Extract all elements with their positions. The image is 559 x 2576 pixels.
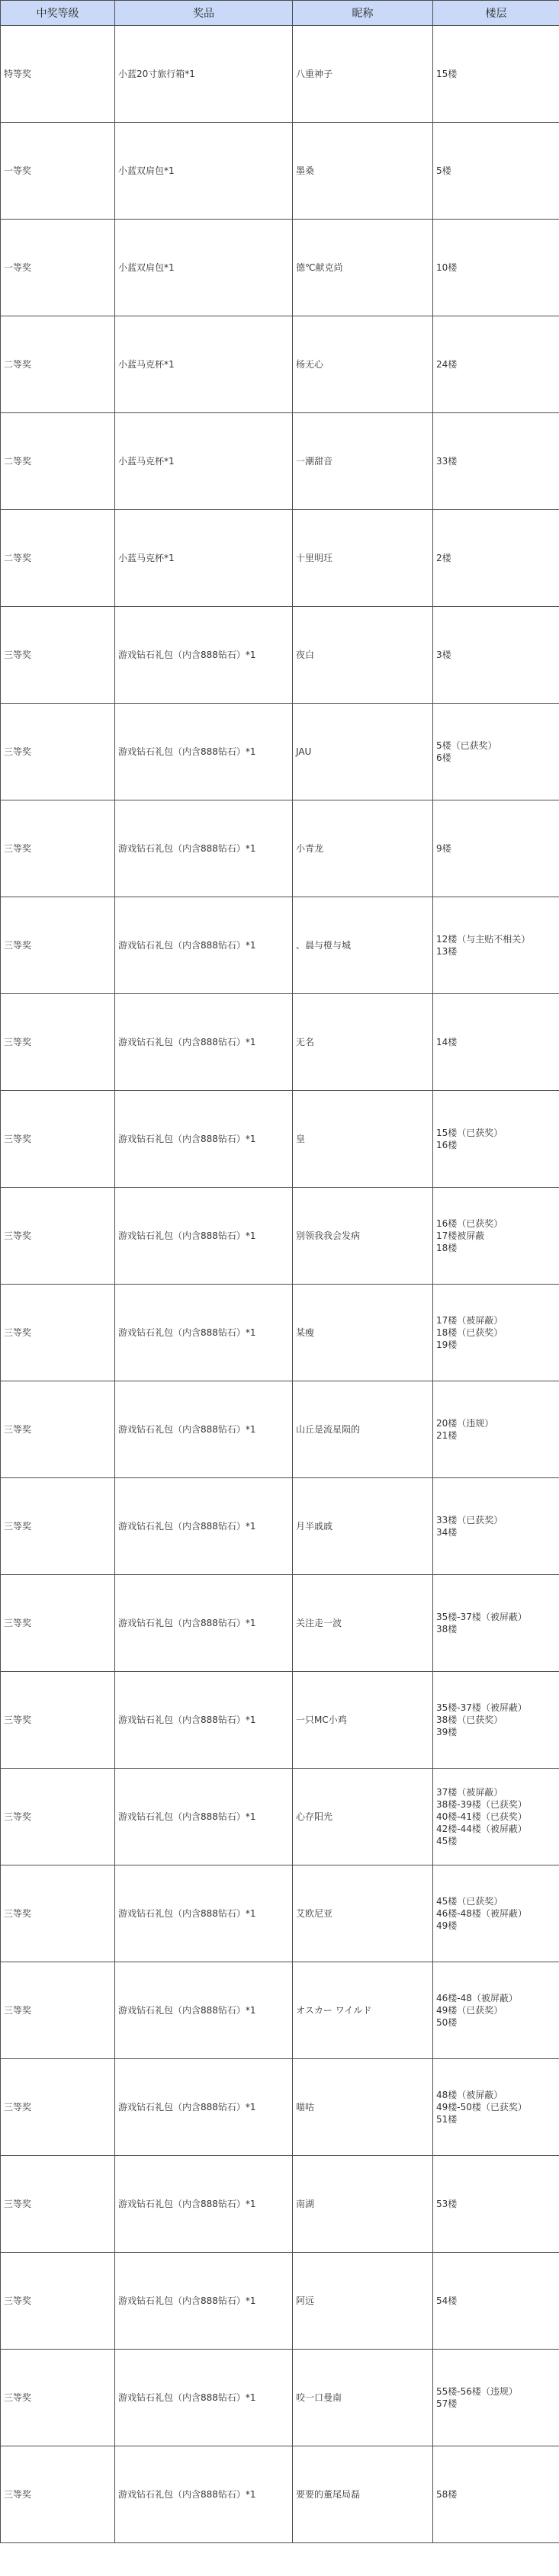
floor-line: 9楼 — [436, 843, 451, 854]
floor-cell — [433, 1962, 559, 2059]
floor-line: 37楼（被屏蔽） — [436, 1787, 503, 1798]
prize-cell: 游戏钻石礼包（内含888钻石）*1 — [115, 897, 293, 994]
nickname-cell: 要要的董尾局磊 — [293, 2446, 433, 2543]
floor-line: 6楼 — [436, 752, 451, 763]
floor-line: 2楼 — [436, 553, 451, 563]
nickname-cell: 一潮甜音 — [293, 413, 433, 510]
floor-line: 38楼 — [436, 1624, 458, 1634]
prize-level-cell: 三等奖 — [1, 1381, 115, 1478]
floor-cell — [433, 220, 559, 316]
floor-cell — [433, 1091, 559, 1188]
nickname-cell: 山丘是流星陨的 — [293, 1381, 433, 1478]
nickname-cell: 阿远 — [293, 2253, 433, 2350]
prize-cell: 游戏钻石礼包（内含888钻石）*1 — [115, 800, 293, 897]
floor-line: 34楼 — [436, 1527, 458, 1538]
prize-level-cell: 三等奖 — [1, 1091, 115, 1188]
floor-line: 45楼 — [436, 1836, 458, 1846]
prize-level-cell: 特等奖 — [1, 26, 115, 123]
table-row — [1, 897, 559, 994]
prize-level-cell: 三等奖 — [1, 2253, 115, 2350]
nickname-cell: 某瘦 — [293, 1285, 433, 1381]
nickname-cell: JAU — [293, 704, 433, 800]
floor-line: 54楼 — [436, 2295, 458, 2306]
floor-cell — [433, 26, 559, 123]
nickname-cell: 墨桑 — [293, 123, 433, 220]
table-row — [1, 220, 559, 316]
floor-cell — [433, 1478, 559, 1575]
header-row — [1, 1, 559, 26]
nickname-cell: 艾欧尼亚 — [293, 1865, 433, 1962]
prize-cell: 游戏钻石礼包（内含888钻石）*1 — [115, 704, 293, 800]
table-row — [1, 994, 559, 1091]
floor-cell — [433, 316, 559, 413]
nickname-cell: 心存阳光 — [293, 1769, 433, 1865]
floor-line: 48楼（被屏蔽） — [436, 2090, 503, 2100]
floor-cell — [433, 123, 559, 220]
prize-level-cell: 二等奖 — [1, 413, 115, 510]
prize-level-cell: 三等奖 — [1, 2350, 115, 2446]
nickname-cell: 一只MC小鸡 — [293, 1672, 433, 1769]
nickname-cell: 关注走一波 — [293, 1575, 433, 1672]
table-row — [1, 2446, 559, 2543]
floor-cell — [433, 413, 559, 510]
table-row — [1, 123, 559, 220]
nickname-cell: 月半戚戚 — [293, 1478, 433, 1575]
floor-cell — [433, 897, 559, 994]
table-row — [1, 1091, 559, 1188]
prize-cell: 小蓝双肩包*1 — [115, 220, 293, 316]
prize-cell: 游戏钻石礼包（内含888钻石）*1 — [115, 1672, 293, 1769]
floor-line: 35楼-37楼（被屏蔽） — [436, 1612, 527, 1622]
floor-cell — [433, 1285, 559, 1381]
prize-level-cell: 三等奖 — [1, 607, 115, 704]
nickname-cell: オスカー ワイルド — [293, 1962, 433, 2059]
floor-cell — [433, 607, 559, 704]
prize-level-cell: 三等奖 — [1, 2446, 115, 2543]
prize-cell: 游戏钻石礼包（内含888钻石）*1 — [115, 1865, 293, 1962]
floor-line: 49楼-50楼（已获奖） — [436, 2102, 527, 2112]
nickname-cell: 喵咕 — [293, 2059, 433, 2156]
floor-line: 18楼（已获奖） — [436, 1327, 503, 1338]
floor-line: 55楼-56楼（违规） — [436, 2386, 518, 2397]
header-floor: 楼层 — [433, 1, 559, 26]
floor-cell — [433, 1381, 559, 1478]
prize-level-cell: 二等奖 — [1, 316, 115, 413]
prize-level-cell: 一等奖 — [1, 123, 115, 220]
table-row — [1, 413, 559, 510]
floor-line: 49楼 — [436, 1920, 458, 1931]
header-level: 中奖等级 — [1, 1, 115, 26]
prize-level-cell: 三等奖 — [1, 2156, 115, 2253]
floor-cell — [433, 2253, 559, 2350]
prize-cell: 游戏钻石礼包（内含888钻石）*1 — [115, 1188, 293, 1285]
table-row — [1, 510, 559, 607]
nickname-cell: 咬一口曼南 — [293, 2350, 433, 2446]
table-row — [1, 1381, 559, 1478]
table-row — [1, 704, 559, 800]
floor-line: 15楼 — [436, 69, 458, 79]
floor-line: 35楼-37楼（被屏蔽） — [436, 1702, 527, 1713]
nickname-cell: 夜白 — [293, 607, 433, 704]
floor-cell — [433, 2446, 559, 2543]
floor-line: 46楼-48（被屏蔽） — [436, 1993, 518, 2003]
floor-cell — [433, 2059, 559, 2156]
prize-level-cell: 三等奖 — [1, 1865, 115, 1962]
prize-level-cell: 三等奖 — [1, 1188, 115, 1285]
floor-line: 45楼（已获奖） — [436, 1896, 503, 1907]
floor-line: 17楼被屏蔽 — [436, 1230, 485, 1241]
table-row — [1, 1188, 559, 1285]
table-row — [1, 1865, 559, 1962]
floor-line: 15楼（已获奖） — [436, 1128, 503, 1138]
table-row — [1, 1769, 559, 1865]
prize-cell: 小蓝20寸旅行箱*1 — [115, 26, 293, 123]
prize-level-cell: 三等奖 — [1, 1285, 115, 1381]
floor-cell — [433, 800, 559, 897]
table-row — [1, 800, 559, 897]
prize-cell: 小蓝马克杯*1 — [115, 510, 293, 607]
floor-line: 18楼 — [436, 1243, 458, 1253]
prize-cell: 游戏钻石礼包（内含888钻石）*1 — [115, 1575, 293, 1672]
floor-line: 16楼 — [436, 1140, 458, 1150]
floor-line: 5楼（已获奖） — [436, 740, 497, 751]
floor-line: 53楼 — [436, 2199, 458, 2209]
floor-line: 33楼（已获奖） — [436, 1515, 503, 1525]
table-body — [1, 26, 559, 2543]
nickname-cell: 皇 — [293, 1091, 433, 1188]
floor-line: 50楼 — [436, 2017, 458, 2028]
prize-level-cell: 三等奖 — [1, 1575, 115, 1672]
nickname-cell: 小青龙 — [293, 800, 433, 897]
nickname-cell: 杨无心 — [293, 316, 433, 413]
table-row — [1, 607, 559, 704]
floor-line: 21楼 — [436, 1430, 458, 1441]
floor-line: 57楼 — [436, 2398, 458, 2409]
floor-line: 20楼（违规） — [436, 1418, 494, 1429]
nickname-cell: 八重神子 — [293, 26, 433, 123]
prize-level-cell: 三等奖 — [1, 1672, 115, 1769]
floor-line: 24楼 — [436, 359, 458, 370]
table-row — [1, 1962, 559, 2059]
floor-line: 19楼 — [436, 1339, 458, 1350]
floor-line: 40楼-41楼（已获奖） — [436, 1811, 527, 1822]
prize-level-cell: 三等奖 — [1, 704, 115, 800]
floor-cell — [433, 2350, 559, 2446]
floor-cell — [433, 1575, 559, 1672]
floor-cell — [433, 994, 559, 1091]
table-row — [1, 26, 559, 123]
floor-line: 39楼 — [436, 1727, 458, 1737]
floor-line: 42楼-44楼（被屏蔽） — [436, 1824, 527, 1834]
nickname-cell: 、晨与橙与城 — [293, 897, 433, 994]
header-nickname: 昵称 — [293, 1, 433, 26]
prize-cell: 游戏钻石礼包（内含888钻石）*1 — [115, 1285, 293, 1381]
nickname-cell: 南湖 — [293, 2156, 433, 2253]
table-row — [1, 2059, 559, 2156]
floor-cell — [433, 1188, 559, 1285]
floor-line: 51楼 — [436, 2114, 458, 2125]
prize-cell: 游戏钻石礼包（内含888钻石）*1 — [115, 2059, 293, 2156]
prize-cell: 小蓝马克杯*1 — [115, 413, 293, 510]
floor-cell — [433, 704, 559, 800]
prize-cell: 小蓝双肩包*1 — [115, 123, 293, 220]
prize-level-cell: 三等奖 — [1, 2059, 115, 2156]
floor-line: 33楼 — [436, 456, 458, 467]
table-row — [1, 1478, 559, 1575]
floor-line: 16楼（已获奖） — [436, 1218, 503, 1229]
floor-line: 3楼 — [436, 650, 451, 660]
floor-cell — [433, 1865, 559, 1962]
table-row — [1, 2156, 559, 2253]
prize-cell: 游戏钻石礼包（内含888钻石）*1 — [115, 1091, 293, 1188]
nickname-cell: 别领我我会发病 — [293, 1188, 433, 1285]
floor-cell — [433, 1769, 559, 1865]
prize-level-cell: 三等奖 — [1, 1769, 115, 1865]
floor-line: 12楼（与主贴不相关） — [436, 934, 531, 945]
floor-cell — [433, 1672, 559, 1769]
prize-cell: 游戏钻石礼包（内含888钻石）*1 — [115, 994, 293, 1091]
floor-line: 38楼-39楼（已获奖） — [436, 1799, 527, 1810]
floor-cell — [433, 2156, 559, 2253]
floor-line: 10楼 — [436, 262, 458, 273]
table-row — [1, 1672, 559, 1769]
floor-line: 14楼 — [436, 1037, 458, 1047]
nickname-cell: 德℃献克尚 — [293, 220, 433, 316]
prize-cell: 游戏钻石礼包（内含888钻石）*1 — [115, 2350, 293, 2446]
prize-level-cell: 二等奖 — [1, 510, 115, 607]
floor-line: 49楼（已获奖） — [436, 2005, 503, 2016]
floor-line: 17楼（被屏蔽） — [436, 1315, 503, 1326]
floor-line: 58楼 — [436, 2489, 458, 2500]
table-row — [1, 1575, 559, 1672]
floor-line: 38楼（已获奖） — [436, 1715, 503, 1725]
prize-level-cell: 三等奖 — [1, 897, 115, 994]
prize-cell: 游戏钻石礼包（内含888钻石）*1 — [115, 2156, 293, 2253]
prize-cell: 游戏钻石礼包（内含888钻石）*1 — [115, 1769, 293, 1865]
prize-cell: 游戏钻石礼包（内含888钻石）*1 — [115, 1478, 293, 1575]
prize-cell: 游戏钻石礼包（内含888钻石）*1 — [115, 607, 293, 704]
prize-level-cell: 一等奖 — [1, 220, 115, 316]
floor-line: 5楼 — [436, 165, 451, 176]
floor-line: 46楼-48楼（被屏蔽） — [436, 1908, 527, 1919]
prize-cell: 游戏钻石礼包（内含888钻石）*1 — [115, 1962, 293, 2059]
floor-line: 13楼 — [436, 946, 458, 957]
prize-level-cell: 三等奖 — [1, 994, 115, 1091]
header-prize: 奖品 — [115, 1, 293, 26]
table-row — [1, 2350, 559, 2446]
table-row — [1, 2253, 559, 2350]
nickname-cell: 无名 — [293, 994, 433, 1091]
prize-cell: 游戏钻石礼包（内含888钻石）*1 — [115, 2446, 293, 2543]
table-row — [1, 1285, 559, 1381]
prize-cell: 游戏钻石礼包（内含888钻石）*1 — [115, 1381, 293, 1478]
prize-level-cell: 三等奖 — [1, 1478, 115, 1575]
prize-cell: 游戏钻石礼包（内含888钻石）*1 — [115, 2253, 293, 2350]
prize-level-cell: 三等奖 — [1, 800, 115, 897]
table-row — [1, 316, 559, 413]
floor-cell — [433, 510, 559, 607]
nickname-cell: 十里明玨 — [293, 510, 433, 607]
prize-level-cell: 三等奖 — [1, 1962, 115, 2059]
prize-cell: 小蓝马克杯*1 — [115, 316, 293, 413]
